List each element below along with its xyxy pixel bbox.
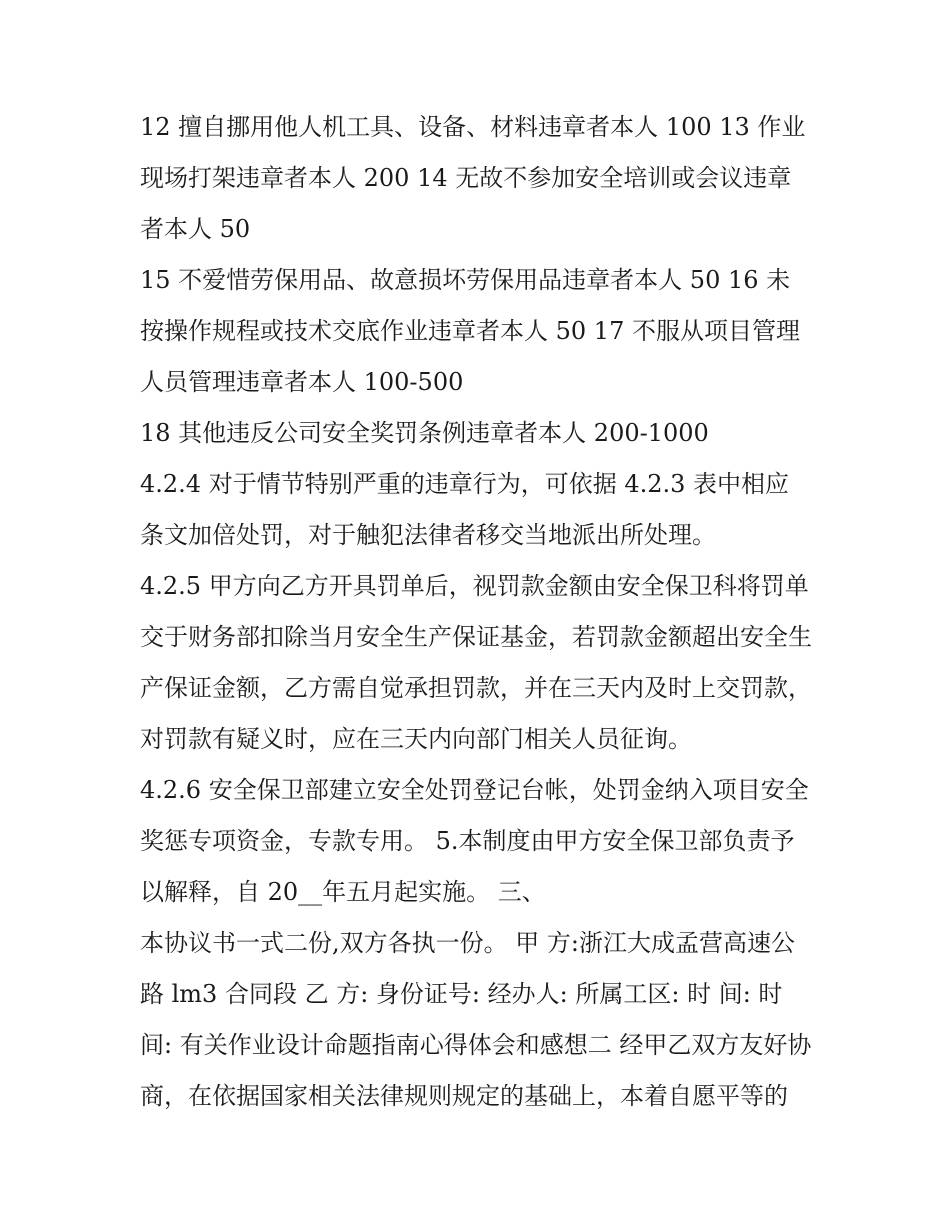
paragraph-penalty-items-15-17: 15 不爱惜劳保用品、故意损坏劳保用品违章者本人 50 16 未按操作规程或技术交底作业违章者本人 50 17 不服从项目管理人员管理违章者本人 100-500	[140, 266, 800, 396]
document-body	[140, 102, 812, 1122]
paragraph-clause-4-2-6: 4.2.6 安全保卫部建立安全处罚登记台帐，处罚金纳入项目安全奖惩专项资金，专款专用。 5.本制度由甲方安全保卫部负责予以解释，自 20__年五月起实施。 三、	[140, 776, 809, 906]
paragraph-clause-4-2-4: 4.2.4 对于情节特别严重的违章行为，可依据 4.2.3 表中相应条文加倍处罚，对于触犯法律者移交当地派出所处理。	[140, 470, 790, 549]
paragraph-clause-4-2-5: 4.2.5 甲方向乙方开具罚单后，视罚款金额由安全保卫科将罚单交于财务部扣除当月安全生产保证基金，若罚款金额超出安全生产保证金额，乙方需自觉承担罚款，并在三天内及时上交罚款，对罚款有疑义时，应在三天内向部门相关人员征询。	[140, 572, 812, 753]
paragraph-penalty-item-18: 18 其他违反公司安全奖罚条例违章者本人 200-1000	[140, 419, 709, 447]
paragraph-penalty-items-12-14: 12 擅自挪用他人机工具、设备、材料违章者本人 100 13 作业现场打架违章者本人 200 14 无故不参加安全培训或会议违章者本人 50	[140, 113, 806, 243]
paragraph-agreement-signatures: 本协议书一式二份,双方各执一份。 甲 方:浙江大成孟营高速公路 lm3 合同段 乙 方: 身份证号: 经办人: 所属工区: 时 间: 时 间: 有关作业设计命题指南心得体会和感想二 经甲乙双方友好协商，在依据国家相关法律规则规定的基础上，本着自愿平等的	[140, 929, 812, 1110]
